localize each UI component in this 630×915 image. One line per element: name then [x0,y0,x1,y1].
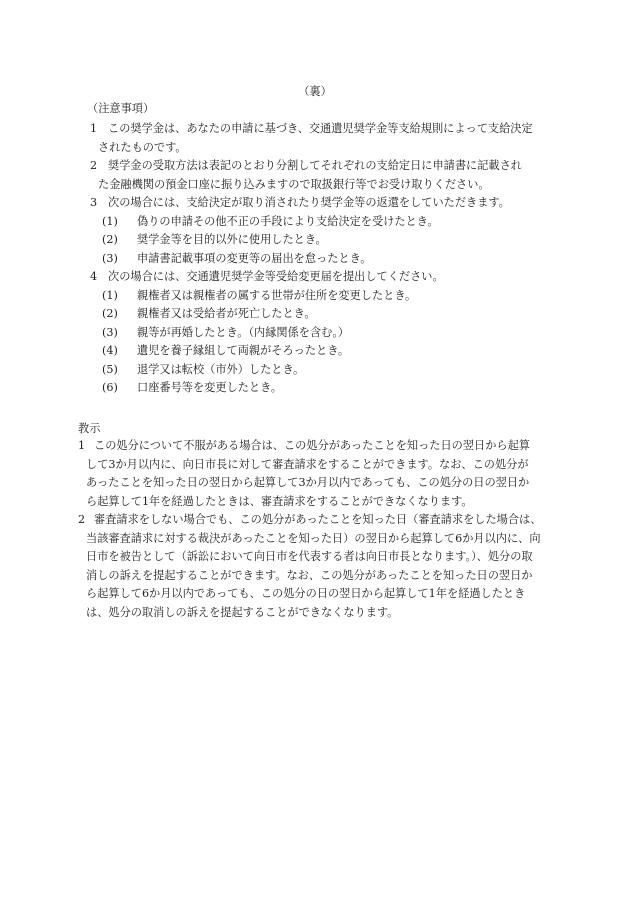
sub-item [90,342,560,361]
sub-item [90,305,560,324]
sub-item-text: 親権者又は親権者の属する世帯が住所を変更したとき。 [137,288,417,302]
kyoji-text-continued: 当該審査請求に対する裁決があったことを知った日）の翌日から起算して6か月以内に、向 [86,531,541,545]
note-item-4 [90,268,560,398]
kyoji-text-continued: 日市を被告として（訴訟において向日市を代表する者は向日市長となります。）、処分の取 [86,550,533,563]
note-item-1 [90,120,560,157]
sub-item-number: (1) [102,214,118,228]
sub-item-text: 偽りの申請その他不正の手段により支給決定を受けたとき。 [137,214,439,228]
sub-item-number: (6) [102,381,118,394]
sub-item-text: 遺児を養子縁組して両親がそろったとき。 [137,344,350,357]
note-text: この奨学金は、あなたの申請に基づき、交通遺児奨学金等支給規則によって支給決定 [108,122,533,135]
kyoji-text-continued: ら起算して1年を経過したときは、審査請求をすることができなくなります。 [86,494,473,508]
note-text: 奨学金の受取方法は表記のとおり分割してそれぞれの支給定日に申請書に記載され [108,159,522,172]
kyoji-text-continued: ら起算して6か月以内であっても、この処分の日の翌日から起算して1年を経過したとき [86,587,526,600]
note-text-continued: た金融機関の預金口座に振り込みますので取扱銀行等でお受け取りください。 [98,177,490,191]
note-text: 次の場合には、支給決定が取り消されたり奨学金等の返還をしていただきます。 [108,196,510,209]
kyoji-number: 1 [78,439,86,452]
sub-item-text: 退学又は転校（市外）したとき。 [137,362,305,376]
page-side-label: （裏） [298,85,332,98]
kyoji-number: 2 [78,513,86,526]
notes-list [90,120,560,398]
note-number: 4 [90,270,98,283]
sub-item-text: 親等が再婚したとき。（内縁関係を含む。） [137,325,350,339]
sub-item [90,250,560,269]
sub-item-number: (5) [102,362,118,376]
sub-item [90,213,560,232]
kyoji-item-2 [78,511,558,622]
kyoji-item-1 [78,437,558,511]
note-text-continued: されたものです。 [98,140,187,154]
sub-item-text: 奨学金等を目的以外に使用したとき。 [137,233,327,246]
note-text: 次の場合には、交通遺児奨学金等受給変更届を提出してください。 [108,270,444,283]
sub-item-number: (3) [102,325,118,339]
note-number: 1 [90,122,98,135]
note-number: 3 [90,196,98,209]
kyoji-title: 教示 [78,422,101,435]
sub-item-number: (1) [102,288,118,302]
notes-title: （注意事項） [87,102,155,115]
sub-item-number: (2) [102,307,118,320]
kyoji-text-continued: して3か月以内に、向日市長に対して審査請求をすることができます。なお、この処分が [86,457,529,471]
sub-item-text: 申請書記載事項の変更等の届出を怠ったとき。 [137,251,372,265]
note-number: 2 [90,159,98,172]
sub-item-number: (3) [102,251,118,265]
kyoji-text-continued: 消しの訴えを提起することができます。なお、この処分があったことを知った日の翌日か [86,568,533,582]
sub-item [90,287,560,306]
sub-item [90,361,560,380]
sub-item [90,231,560,250]
sub-item [90,379,560,398]
kyoji-text: この処分について不服がある場合は、この処分があったことを知った日の翌日から起算 [94,439,530,452]
note-item-3 [90,194,560,268]
sub-item-number: (2) [102,233,118,246]
sub-item-text: 口座番号等を変更したとき。 [137,381,282,394]
sub-item [90,324,560,343]
kyoji-text: 審査請求をしない場合でも、この処分があったことを知った日（審査請求をした場合は、 [94,513,542,526]
kyoji-text-continued: は、処分の取消しの訴えを提起することができなくなります。 [86,605,399,619]
sub-item-text: 親権者又は受給者が死亡したとき。 [137,307,316,320]
note-item-2 [90,157,560,194]
kyoji-text-continued: あったことを知った日の翌日から起算して3か月以内であっても、この処分の日の翌日か [86,476,530,489]
sub-item-number: (4) [102,344,118,357]
kyoji-list [78,437,558,622]
